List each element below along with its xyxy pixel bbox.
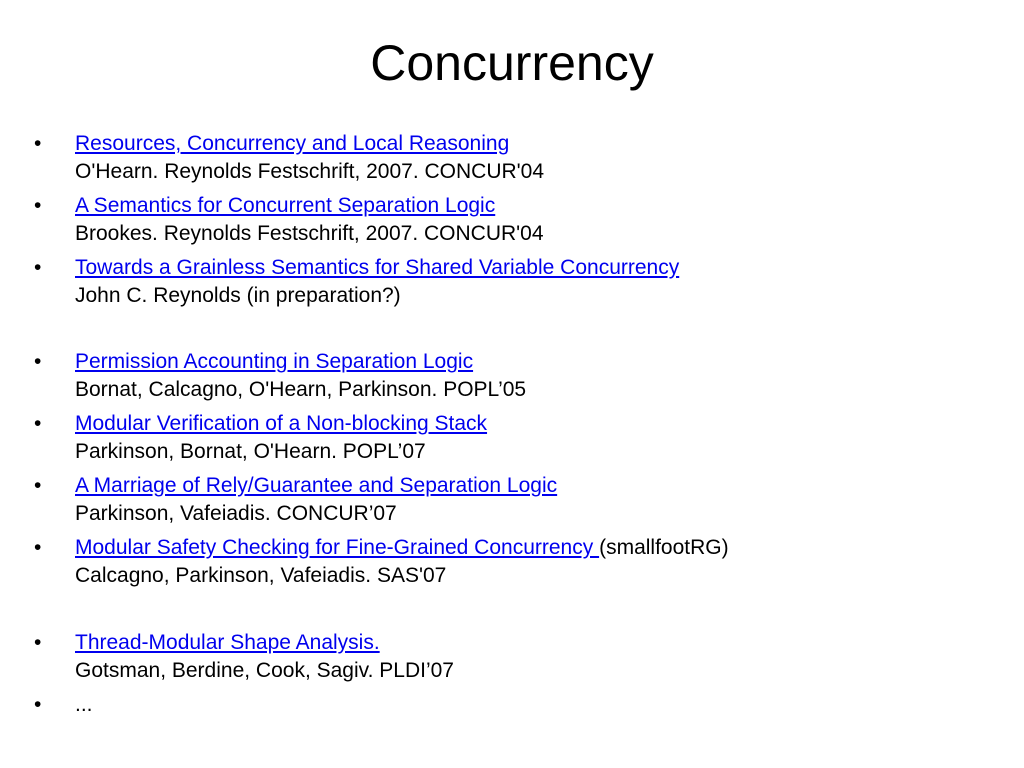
reference-title-link[interactable]: Towards a Grainless Semantics for Shared Variable Concurrency [75,256,680,279]
reference-meta: Bornat, Calcagno, O'Hearn, Parkinson. POPL’05 [75,378,527,401]
reference-title-link[interactable]: Thread-Modular Shape Analysis. [75,631,380,654]
bullet-icon: • [34,350,42,373]
reference-title-link[interactable]: A Semantics for Concurrent Separation Logic [75,194,496,217]
reference-title-link[interactable]: Modular Verification of a Non-blocking Stack [75,412,488,435]
reference-meta: Parkinson, Bornat, O'Hearn. POPL’07 [75,440,426,463]
reference-meta: Calcagno, Parkinson, Vafeiadis. SAS'07 [75,564,447,587]
reference-meta: John C. Reynolds (in preparation?) [75,284,401,307]
bullet-icon: • [34,474,42,497]
slide-title: Concurrency [370,35,654,91]
reference-meta: Gotsman, Berdine, Cook, Sagiv. PLDI’07 [75,659,454,682]
reference-item [34,472,994,528]
reference-meta: O'Hearn. Reynolds Festschrift, 2007. CONCUR'04 [75,160,545,183]
bullet-icon: • [34,132,42,155]
reference-item [34,192,994,248]
reference-item [34,348,994,404]
bullet-icon: • [34,536,42,559]
reference-item [34,254,994,310]
reference-item [34,410,994,466]
reference-title-link[interactable]: Resources, Concurrency and Local Reasoning [75,132,510,155]
reference-extra: (smallfootRG) [599,536,729,559]
reference-item [34,691,994,719]
reference-item [34,534,994,590]
reference-extra: ... [75,693,93,716]
reference-title-link[interactable]: Modular Safety Checking for Fine-Grained Concurrency [75,536,600,559]
bullet-icon: • [34,256,42,279]
bullet-icon: • [34,693,42,716]
bullet-icon: • [34,631,42,654]
reference-title-link[interactable]: A Marriage of Rely/Guarantee and Separation Logic [75,474,558,497]
reference-item [34,629,994,685]
reference-meta: Parkinson, Vafeiadis. CONCUR’07 [75,502,397,525]
bullet-icon: • [34,194,42,217]
bullet-icon: • [34,412,42,435]
reference-title-link[interactable]: Permission Accounting in Separation Logic [75,350,474,373]
reference-item [34,130,994,186]
reference-meta: Brookes. Reynolds Festschrift, 2007. CONCUR'04 [75,222,544,245]
